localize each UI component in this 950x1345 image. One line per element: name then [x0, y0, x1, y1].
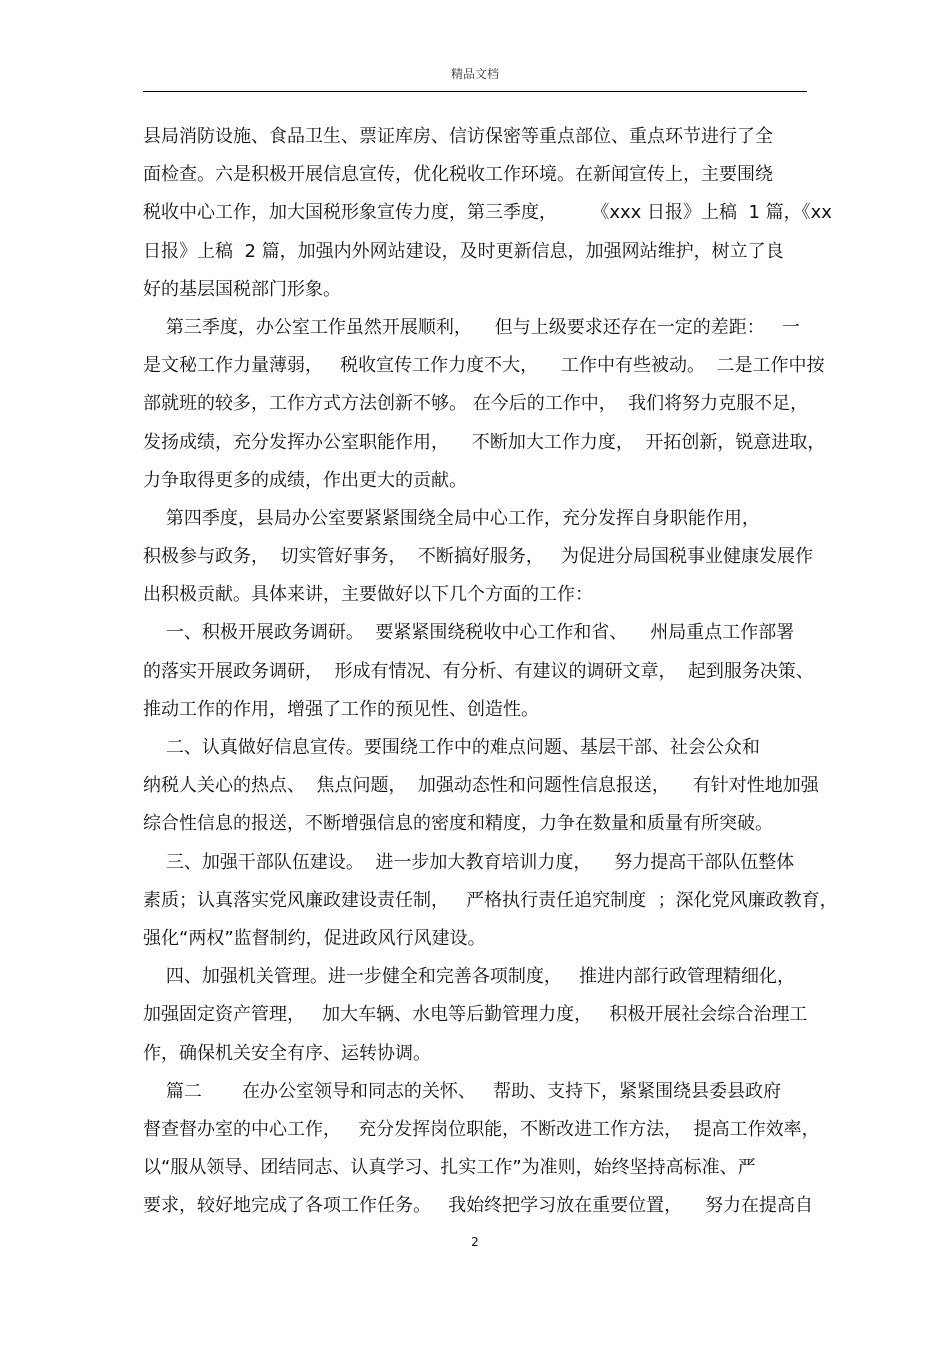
text-line: 纳税人关心的热点、 焦点问题， 加强动态性和问题性信息报送， 有针对性地加强 — [143, 775, 819, 797]
text-line: 好的基层国税部门形象。 — [143, 278, 341, 300]
text-line: 面检查。六是积极开展信息宣传，优化税收工作环境。在新闻宣传上，主要围绕 — [143, 164, 773, 186]
text-line: 三、加强干部队伍建设。 进一步加大教育培训力度， 努力提高干部队伍整体 — [143, 851, 795, 873]
text-line: 发扬成绩，充分发挥办公室职能作用， 不断加大工作力度， 开拓创新，锐意进取， — [143, 431, 826, 453]
text-line: 一、积极开展政务调研。 要紧紧围绕税收中心工作和省、 州局重点工作部署 — [143, 622, 795, 644]
text-line: 素质；认真落实党风廉政建设责任制， 严格执行责任追究制度 ；深化党风廉政教育， — [143, 889, 838, 911]
text-line: 以“服从领导、团结同志、认真学习、扎实工作”为准则，始终坚持高标准、严 — [143, 1157, 756, 1179]
text-line: 要求，较好地完成了各项工作任务。 我始终把学习放在重要位置， 努力在提高自 — [143, 1195, 814, 1217]
text-line: 是文秘工作力量薄弱， 税收宣传工作力度不大， 工作中有些被动。 二是工作中按 — [143, 355, 825, 377]
header-divider — [143, 91, 807, 92]
text-line: 第三季度，办公室工作虽然开展顺利， 但与上级要求还存在一定的差距： 一 — [143, 316, 800, 338]
text-line: 县局消防设施、食品卫生、票证库房、信访保密等重点部位、重点环节进行了全 — [143, 126, 773, 147]
text-line: 综合性信息的报送，不断增强信息的密度和精度，力争在数量和质量有所突破。 — [143, 813, 773, 835]
page-number: 2 — [471, 1235, 479, 1249]
text-line: 出积极贡献。具体来讲，主要做好以下几个方面的工作： — [143, 584, 593, 606]
text-line: 推动工作的作用，增强了工作的预见性、创造性。 — [143, 698, 539, 720]
text-line: 积极参与政务， 切实管好事务， 不断搞好服务， 为促进分局国税事业健康发展作 — [143, 546, 814, 568]
text-line: 强化“两权”监督制约，促进政风行风建设。 — [143, 927, 486, 949]
page-header-title: 精品文档 — [450, 67, 499, 81]
text-line: 部就班的较多，工作方式方法创新不够。 在今后的工作中， 我们将努力克服不足， — [143, 393, 809, 415]
text-line: 二、认真做好信息宣传。要围绕工作中的难点问题、基层干部、社会公众和 — [143, 737, 760, 758]
text-line: 的落实开展政务调研， 形成有情况、有分析、有建议的调研文章， 起到服务决策、 — [143, 660, 814, 682]
text-line: 力争取得更多的成绩，作出更大的贡献。 — [143, 469, 467, 491]
text-line: 督查督办室的中心工作， 充分发挥岗位职能，不断改进工作方法， 提高工作效率， — [143, 1118, 820, 1140]
text-line: 日报》上稿 2 篇，加强内外网站建设，及时更新信息，加强网站维护，树立了良 — [143, 240, 784, 262]
document-body — [143, 118, 838, 1225]
text-line: 税收中心工作，加大国税形象宣传力度，第三季度， 《xxx 日报》上稿 1 篇，《xx — [143, 202, 832, 224]
text-line: 四、加强机关管理。进一步健全和完善各项制度， 推进内部行政管理精细化， — [143, 966, 796, 988]
text-line: 作，确保机关安全有序、运转协调。 — [143, 1042, 431, 1064]
text-line: 加强固定资产管理， 加大车辆、水电等后勤管理力度， 积极开展社会综合治理工 — [143, 1004, 808, 1026]
text-line: 第四季度，县局办公室要紧紧围绕全局中心工作，充分发挥自身职能作用， — [143, 507, 760, 529]
text-line: 篇二 在办公室领导和同志的关怀、 帮助、支持下，紧紧围绕县委县政府 — [143, 1080, 782, 1102]
